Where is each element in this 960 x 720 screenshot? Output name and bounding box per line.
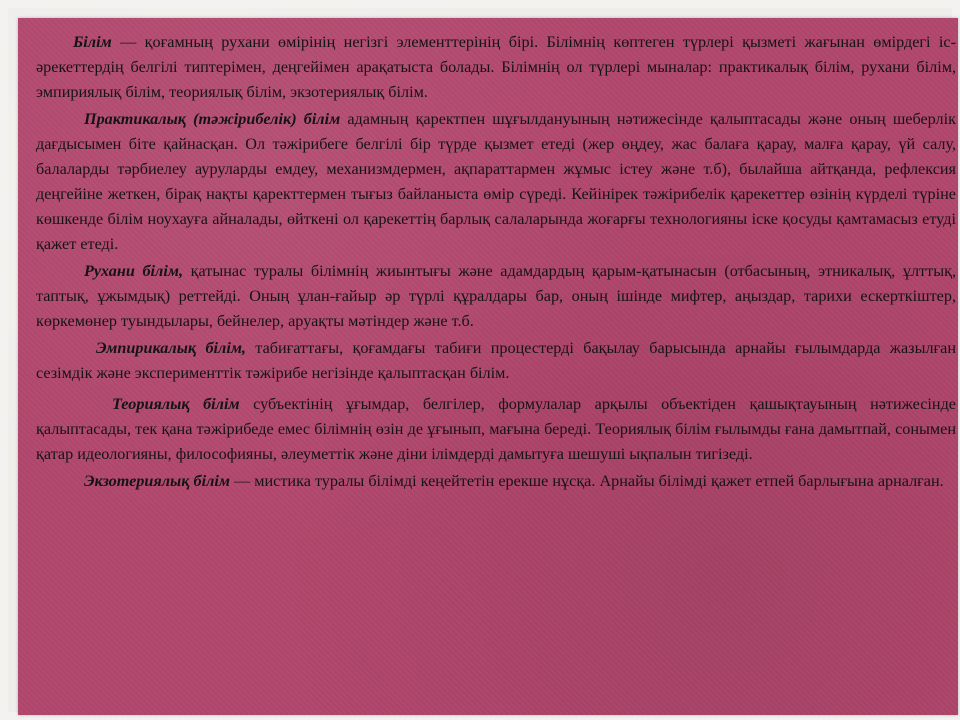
paragraph-text: — қоғамның рухани өмірінің негізгі элементтерінің бірі. Білімнің көптеген түрлері қызметі жағынан өмірдегі іс-әрекеттердің белгілі типтерімен, деңгейімен арақатыста болады. Білімнің ол түрлері мыналар: практикалық білім, рухани білім, эмпириялық білім, теориялық білім, экзотериялық білім. xyxy=(36,33,956,101)
term-theoretical-knowledge: Теориялық білім xyxy=(112,395,240,413)
paragraph-exoteric-knowledge xyxy=(36,469,956,494)
paragraph-practical-knowledge xyxy=(36,107,956,257)
term-practical-knowledge: Практикалық (тәжірибелік) білім xyxy=(84,110,341,128)
term-spiritual-knowledge: Рухани білім, xyxy=(84,262,183,280)
paragraph-text: адамның қаректпен шұғылдануының нәтижесінде қалыптасады және оның шеберлік дағдысымен біте қайнасқан. Ол тәжірибеге белгілі бір түрде қызмет етеді (жер өңдеу, жас балаға қарау, малға қарау, үй салу, балаларды тәрбиелеу ауруларды емдеу, механизмдермен, ақпараттармен жұмыс істеу және т.б), былайша айтқанда, рефлексия деңгейіне жеткен, бірақ нақты қаректтермен тығыз байланыста өмір сүреді. Кейінірек тәжірибелік қарекеттер өзінің күрделі түріне көшкенде білім ноухауға айналады, өйткені ол қарекеттің барлық салаларында жоғарғы технологияны іске қосуды қамтамасыз етуді қажет етеді. xyxy=(36,110,956,253)
body-text xyxy=(36,30,956,494)
content-card xyxy=(18,18,958,715)
slide-background xyxy=(8,8,957,712)
paragraph-text: табиғаттағы, қоғамдағы табиғи процестерді бақылау барысында арнайы ғылымдарда жазылған сезімдік және эксперименттік тәжірибе негізінде қалыптасқан білім. xyxy=(36,339,957,382)
paragraph-knowledge xyxy=(36,30,956,105)
paragraph-empirical-knowledge xyxy=(36,336,956,386)
paragraph-text: — мистика туралы білімді кеңейтетін ерекше нұсқа. Арнайы білімді қажет етпей барлығына арналған. xyxy=(229,472,944,490)
paragraph-theoretical-knowledge xyxy=(36,392,956,467)
term-knowledge: Білім xyxy=(73,33,112,51)
paragraph-text: субъектінің ұғымдар, белгілер, формулалар арқылы объектіден қашықтауының нәтижесінде қалыптасады, тек қана тәжірибеде емес білімнің өзін де ұғынып, мағына береді. Теориялық білім ғылымды ғана дамытпай, сонымен қатар идеологияны, философияны, әлеуметтік және діни ілімдерді дамытуға шешуші ықпалын тигізеді. xyxy=(36,395,956,463)
term-empirical-knowledge: Эмпирикалық білім, xyxy=(96,339,246,357)
paragraph-spiritual-knowledge xyxy=(36,259,956,334)
term-exoteric-knowledge: Экзотериялық білім xyxy=(84,472,230,490)
paragraph-text: қатынас туралы білімнің жиынтығы және адамдардың қарым-қатынасын (отбасының, этникалық, ұлттық, таптық, ұжымдық) реттейді. Оның ұлан-ғайыр әр түрлі құралдары бар, оның ішінде мифтер, аңыздар, тарихи ескерткіштер, көркемөнер туындылары, бейнелер, аруақты мәтіндер және т.б. xyxy=(36,262,956,330)
